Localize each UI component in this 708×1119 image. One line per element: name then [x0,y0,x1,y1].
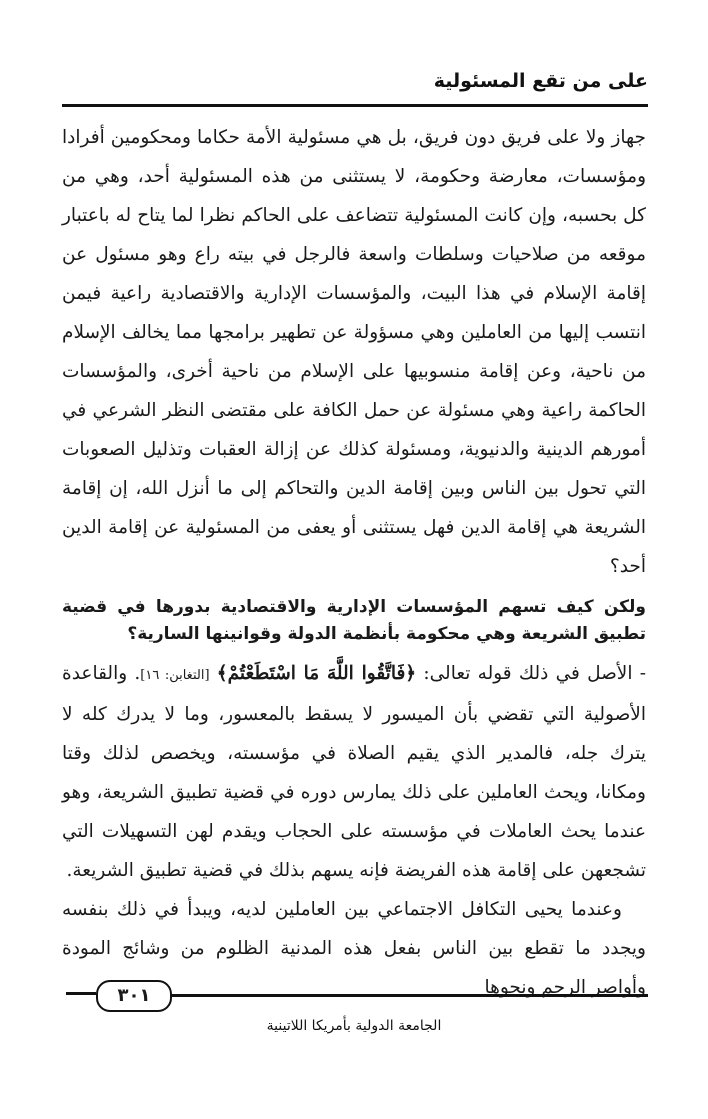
answer-paragraph [62,654,646,890]
running-title: على من تقع المسئولية [433,70,648,92]
footer-rule-left [66,992,96,995]
quran-verse: ﴿فَاتَّقُوا اللَّهَ مَا اسْتَطَعْتُمْ﴾ [216,663,417,684]
quran-reference: [التغابن: ١٦] [140,668,210,683]
answer-lead: - الأصل في ذلك قوله تعالى: [416,663,646,684]
page-body [62,118,646,1007]
answer-continuation: . والقاعدة الأصولية التي تقضي بأن الميسور لا يسقط بالمعسور، وما لا يدرك كله لا يترك جله، فالمدير الذي يقيم الصلاة في مؤسسته، ويخصص لذلك وقتا ومكانا، ويحث العاملين على ذلك يمارس دوره في قضية تطبيق الشريعة، وهو عندما يحث العاملات في مؤسسته على الحجاب ويقدم لهن التسهيلات التي تشجعهن على إقامة هذه الفريضة فإنه يسهم بذلك في قضية تطبيق الشريعة. [62,663,646,881]
header-rule [62,104,648,107]
body-paragraph-2: وعندما يحيى التكافل الاجتماعي بين العاملين لديه، ويبدأ في ذلك بنفسه ويجدد ما تقطع بين الناس بفعل هذه المدنية الظلوم من وشائج المودة وأواصر الرحم ونحوها [62,899,646,998]
page-number: ٣٠١ [96,980,172,1012]
body-paragraph: جهاز ولا على فريق دون فريق، بل هي مسئولية الأمة حكاما ومحكومين أفرادا ومؤسسات، معارضة وحكومة، لا يستثنى من هذه المسئولية أحد، وهي من كل بحسبه، وإن كانت المسئولية تتضاعف على الحاكم نظرا لما يتاح له باعتبار موقعه من صلاحيات وسلطات واسعة فالرجل في بيته راع وهو مسئول عن إقامة الإسلام في هذا البيت، والمؤسسات الإدارية والاقتصادية راعية فيمن انتسب إليها من العاملين وهي مسؤولة عن تطهير برامجها مما يخالف الإسلام من ناحية، وعن إقامة منسوبيها على الإسلام من ناحية أخرى، والمؤسسات الحاكمة راعية وهي مسئولة عن حمل الكافة على مقتضى النظر الشرعي في أمورهم الدينية والدنيوية، ومسئولة كذلك عن إزالة العقبات وتذليل الصعوبات التي تحول بين الناس وبين إقامة الدين والتحاكم إلى ما أنزل الله، إن إقامة الشريعة هي إقامة الدين فهل يستثنى أو يعفى من المسئولية عن إقامة الدين أحد؟ [62,127,646,577]
answer-block [62,654,646,890]
question-heading: ولكن كيف تسهم المؤسسات الإدارية والاقتصادية بدورها في قضية تطبيق الشريعة وهي محكومة بأنظمة الدولة وقوانينها السارية؟ [62,597,646,644]
footer-rule [170,994,648,997]
publisher-name: الجامعة الدولية بأمريكا اللاتينية [266,1018,442,1034]
